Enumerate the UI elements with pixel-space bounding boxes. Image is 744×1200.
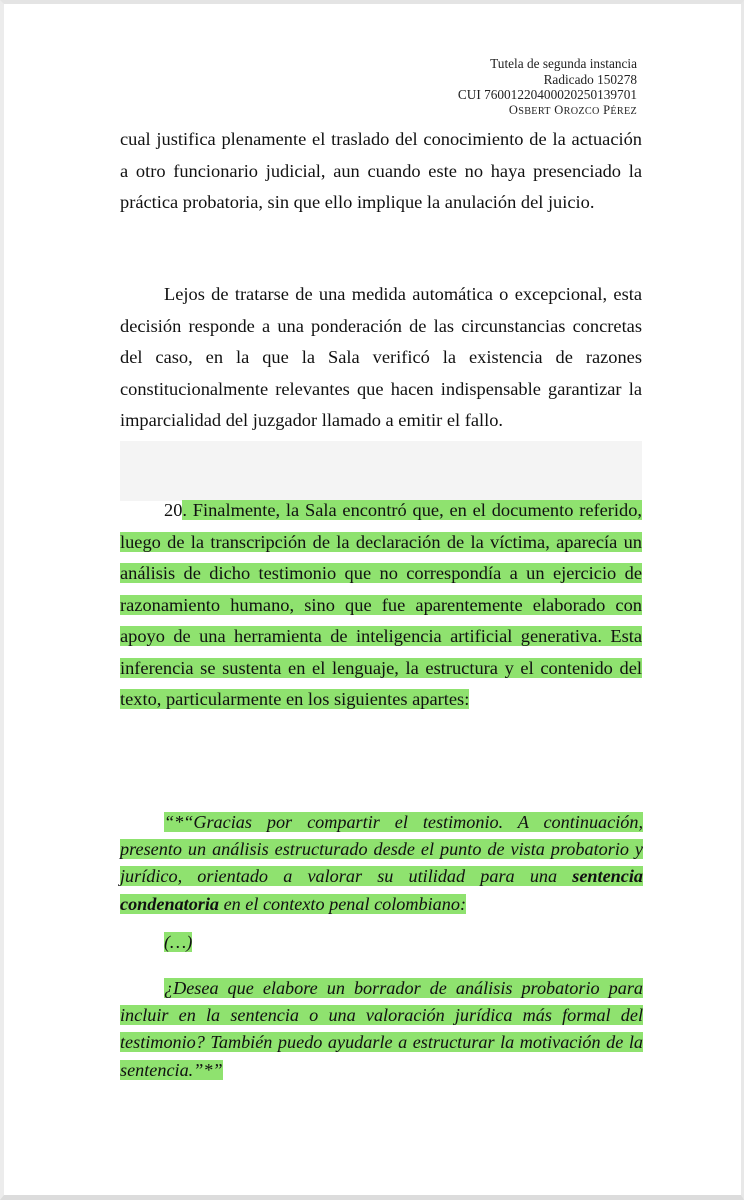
quote-1-after: en el contexto penal colombiano:	[219, 893, 467, 914]
quote-1-before: “*“Gracias por compartir el testimonio. A continuación, presento un análisis estructurado desde el punto de vista probatorio y jurídico, orientado a valorar su utilidad para una	[120, 812, 643, 887]
quote-block-3	[120, 975, 643, 1084]
highlighted-paragraph-text: . Finalmente, la Sala encontró que, en el documento referido, luego de la transcripción de la declaración de la víctima, aparecía un análisis de dicho testimonio que no correspondía a un ejercicio de razonamiento humano, sino que fue aparentemente elaborado con apoyo de una herramienta de inteligencia artificial generativa. Esta inferencia se sustenta en el lenguaje, la estructura y el contenido del texto, particularmente en los siguientes apartes:	[120, 500, 642, 709]
quote-ellipsis-text: (…)	[164, 932, 193, 952]
page-header	[458, 56, 637, 119]
quote-1-bold: sentencia condenatoria	[120, 866, 643, 914]
grey-shading-block	[120, 441, 642, 501]
paragraph-1: cual justifica plenamente el traslado del conocimiento de la actuación a otro funcionario judicial, aun cuando este no haya presenciado la práctica probatoria, sin que ello implique la anulación del juicio.	[120, 129, 642, 212]
paragraph-2: Lejos de tratarse de una medida automática o excepcional, esta decisión responde a una ponderación de las circunstancias concretas del caso, en la que la Sala verificó la existencia de razones constitucionalmente relevantes que hacen indispensable garantizar la imparcialidad del juzgador llamado a emitir el fallo.	[120, 284, 642, 430]
paragraph-number: 20	[164, 500, 183, 520]
header-radicado: Radicado 150278	[543, 71, 637, 87]
paragraph-20	[120, 495, 642, 716]
quote-ellipsis	[164, 929, 224, 956]
header-cui: CUI 76001220400020250139701	[457, 87, 637, 102]
author-second-surname: PÉREZ	[603, 102, 637, 117]
author-surname: OROZCO	[554, 102, 600, 117]
quote-block-1	[120, 809, 643, 918]
quote-3-text: ¿Desea que elabore un borrador de análisis probatorio para incluir en la sentencia o una valoración jurídica más formal del testimonio? También puedo ayudarle a estructurar la motivación de la sentencia.”*”	[120, 978, 643, 1080]
author-first-name: OSBERT	[508, 102, 551, 117]
header-author	[458, 103, 637, 120]
header-case-type: Tutela de segunda instancia	[490, 56, 637, 71]
